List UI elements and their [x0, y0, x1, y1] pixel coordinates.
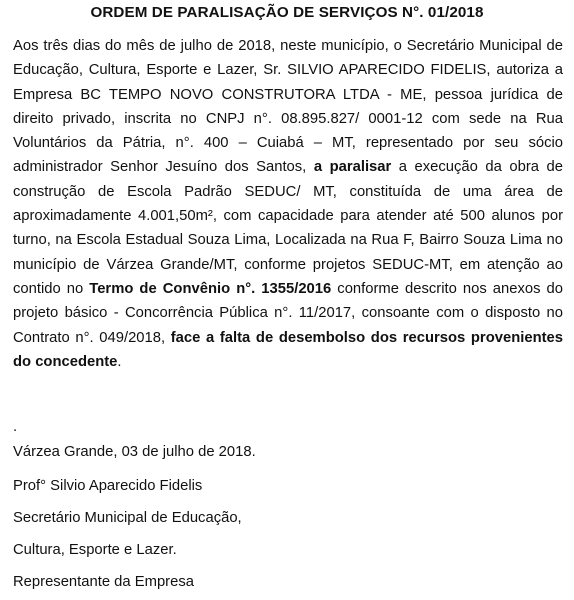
- paragraph-bold-termo: Termo de Convênio n°. 1355/2016: [89, 280, 332, 297]
- paragraph-text-1: Aos três dias do mês de julho de 2018, neste município, o Secretário Municipal de Educação, Cultura, Esporte e Lazer, Sr. SILVIO APARECIDO FIDELIS, autoriza a Empresa BC TEMPO NOVO CONSTRUTORA LTDA - ME, pessoa jurídica de direito privado, inscrita no CNPJ n°. 08.895.827/ 0001-12 com sede na Rua Voluntários da Pátria, n°. 400 – Cuiabá – MT, representado por seu sócio administrador Senhor Jesuíno dos Santos,: [13, 38, 563, 176]
- paragraph-text-2: a execução da obra de construção de Escola Padrão SEDUC/ MT, constituída de uma área de aproximadamente 4.001,50m², com capacidade para atender até 500 alunos por turno, na Escola Estadual Souza Lima, Localizada na Rua F, Bairro Souza Lima no município de Várzea Grande/MT, conforme projetos SEDUC-MT, em atenção ao contido no: [13, 159, 563, 297]
- document-title: ORDEM DE PARALISAÇÃO DE SERVIÇOS N°. 01/2018: [90, 4, 484, 21]
- paragraph-text-3: conforme descrito nos anexos do projeto básico - Concorrência Pública n°. 11/2017, consoante com o disposto no Contrato n°. 049/2018,: [13, 280, 564, 346]
- company-representative: Representante da Empresa: [13, 574, 194, 590]
- signatory-name: Prof° Silvio Aparecido Fidelis: [13, 478, 203, 494]
- signatory-role-line-1: Secretário Municipal de Educação,: [13, 510, 242, 526]
- place-date: Várzea Grande, 03 de julho de 2018.: [13, 444, 256, 460]
- paragraph-bold-paralisar: a paralisar: [313, 159, 392, 176]
- paragraph-text-4: .: [117, 353, 122, 370]
- separator-dot: .: [13, 419, 18, 435]
- document-body-paragraph: [13, 34, 563, 374]
- signatory-role-line-2: Cultura, Esporte e Lazer.: [13, 542, 177, 558]
- paragraph-bold-face: face a falta de desembolso dos recursos provenientes do concedente: [13, 329, 563, 370]
